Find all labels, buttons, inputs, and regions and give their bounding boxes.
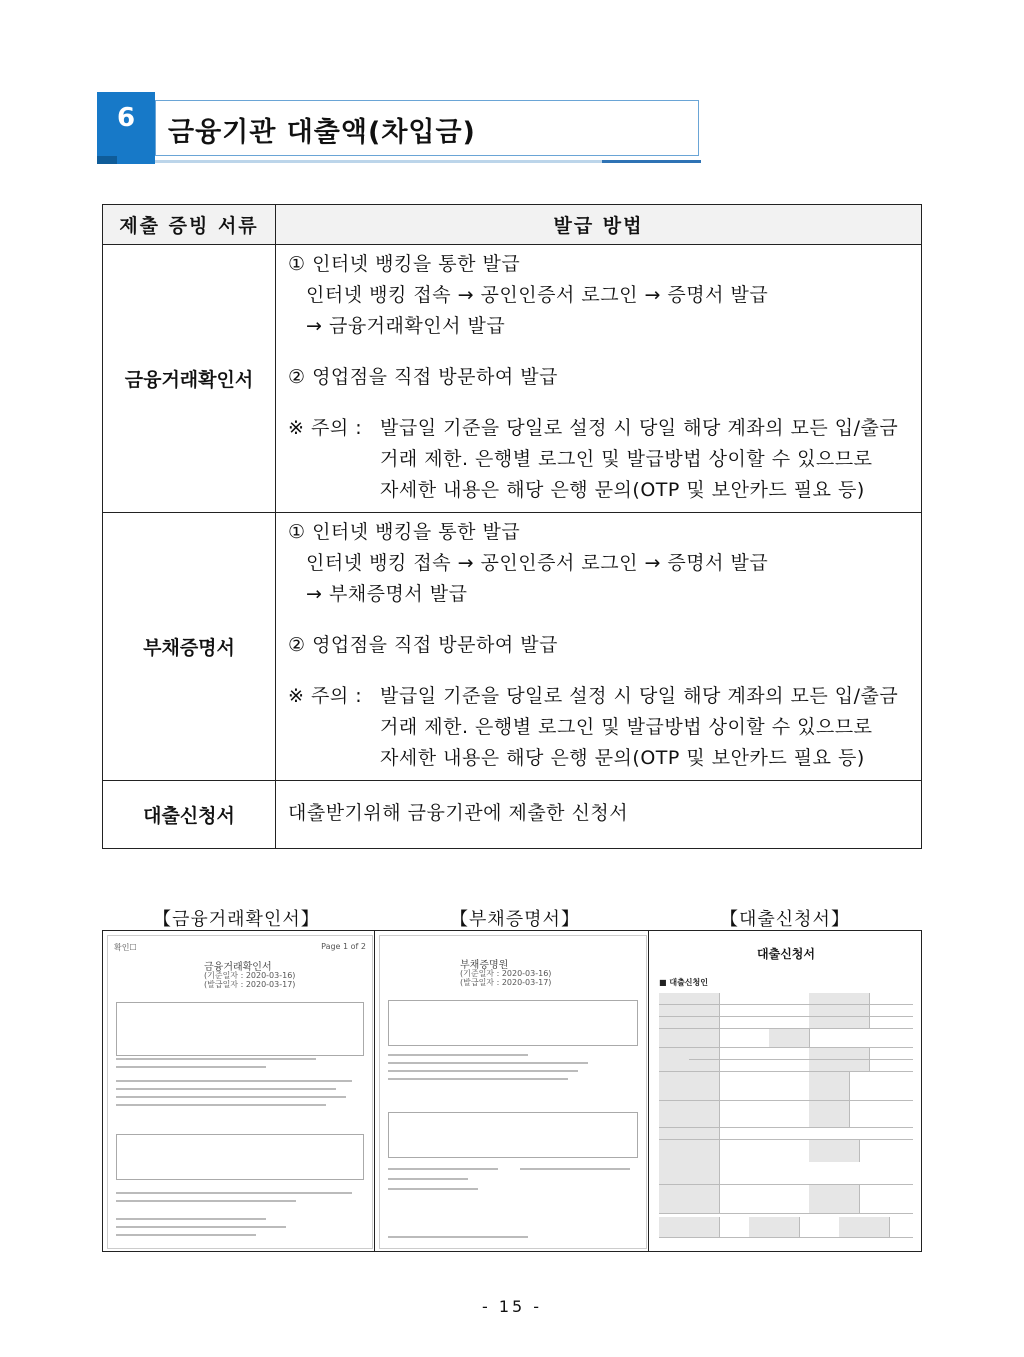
note-line: 발급일 기준을 당일로 설정 시 당일 해당 계좌의 모든 입/출금 [380, 417, 899, 439]
step2-text: ② 영업점을 직접 방문하여 발급 [288, 634, 558, 656]
step1-line: → 부채증명서 발급 [306, 583, 468, 605]
doc1-title: 금융거래확인서 [204, 962, 272, 973]
doc3-section: ■ 대출신청인 [659, 978, 708, 987]
table-row [103, 513, 922, 781]
caption-debt-certificate: 【부채증명서】 [450, 909, 580, 930]
note-text [380, 681, 911, 774]
sample-doc-financial-confirmation: 확인☐ Page 1 of 2 금융거래확인서 (기준일자 : 2020-03-16) (발급일자 : 2020-03-17) [107, 935, 373, 1249]
note-line: 거래 제한. 은행별 로그인 및 발급방법 상이할 수 있으므로 [380, 716, 873, 738]
step1-title: ① 인터넷 뱅킹을 통한 발급 [288, 253, 521, 275]
step1-line: 인터넷 뱅킹 접속 → 공인인증서 로그인 → 증명서 발급 [306, 552, 769, 574]
section-number: 6 [97, 92, 155, 164]
sample-doc-loan-application [653, 935, 919, 1247]
table-row [103, 781, 922, 849]
caption-loan-application: 【대출신청서】 [720, 909, 850, 930]
step1-line: → 금융거래확인서 발급 [306, 315, 506, 337]
section-title: 금융기관 대출액(차입금) [168, 117, 476, 148]
method-cell [276, 513, 922, 781]
table-header-row [103, 205, 922, 245]
doc2-sub: (기준일자 : 2020-03-16) [460, 969, 552, 978]
note-label: ※ 주의 : [288, 685, 363, 707]
doc-name: 부채증명서 [103, 513, 276, 781]
note [288, 413, 911, 506]
note-label: ※ 주의 : [288, 417, 363, 439]
sample-doc-debt-certificate [379, 935, 647, 1249]
doc3-title: 대출신청서 [757, 947, 815, 961]
documents-table [102, 204, 922, 849]
section-header [97, 92, 703, 164]
header-doc: 제출 증빙 서류 [103, 205, 276, 245]
caption-financial-confirmation: 【금융거래확인서】 [153, 909, 320, 930]
doc1-sub: (기준일자 : 2020-03-16) [204, 971, 296, 980]
step1-line: 인터넷 뱅킹 접속 → 공인인증서 로그인 → 증명서 발급 [306, 284, 769, 306]
header-method: 발급 방법 [276, 205, 922, 245]
doc2-title: 부채증명원 [460, 960, 509, 971]
note-line: 자세한 내용은 해당 은행 문의(OTP 및 보안카드 필요 등) [380, 747, 865, 769]
note-line: 자세한 내용은 해당 은행 문의(OTP 및 보안카드 필요 등) [380, 479, 865, 501]
note-line: 거래 제한. 은행별 로그인 및 발급방법 상이할 수 있으므로 [380, 448, 873, 470]
doc-name: 대출신청서 [103, 781, 276, 849]
header-underline-accent [602, 160, 701, 163]
doc-name: 금융거래확인서 [103, 245, 276, 513]
doc1-page: Page 1 of 2 [321, 942, 366, 951]
section-title-box [155, 100, 699, 156]
note [288, 681, 911, 774]
note-line: 발급일 기준을 당일로 설정 시 당일 해당 계좌의 모든 입/출금 [380, 685, 899, 707]
header-accent [97, 156, 117, 164]
sample-images-box [102, 930, 922, 1252]
step1-title: ① 인터넷 뱅킹을 통한 발급 [288, 521, 521, 543]
table-row [103, 245, 922, 513]
note-text [380, 413, 911, 506]
doc2-sub: (발급일자 : 2020-03-17) [460, 978, 552, 987]
doc1-sub: (발급일자 : 2020-03-17) [204, 980, 296, 989]
method-cell [276, 245, 922, 513]
page-number: - 15 - [481, 1297, 543, 1316]
desc-cell: 대출받기위해 금융기관에 제출한 신청서 [276, 781, 922, 849]
step2-text: ② 영업점을 직접 방문하여 발급 [288, 366, 558, 388]
